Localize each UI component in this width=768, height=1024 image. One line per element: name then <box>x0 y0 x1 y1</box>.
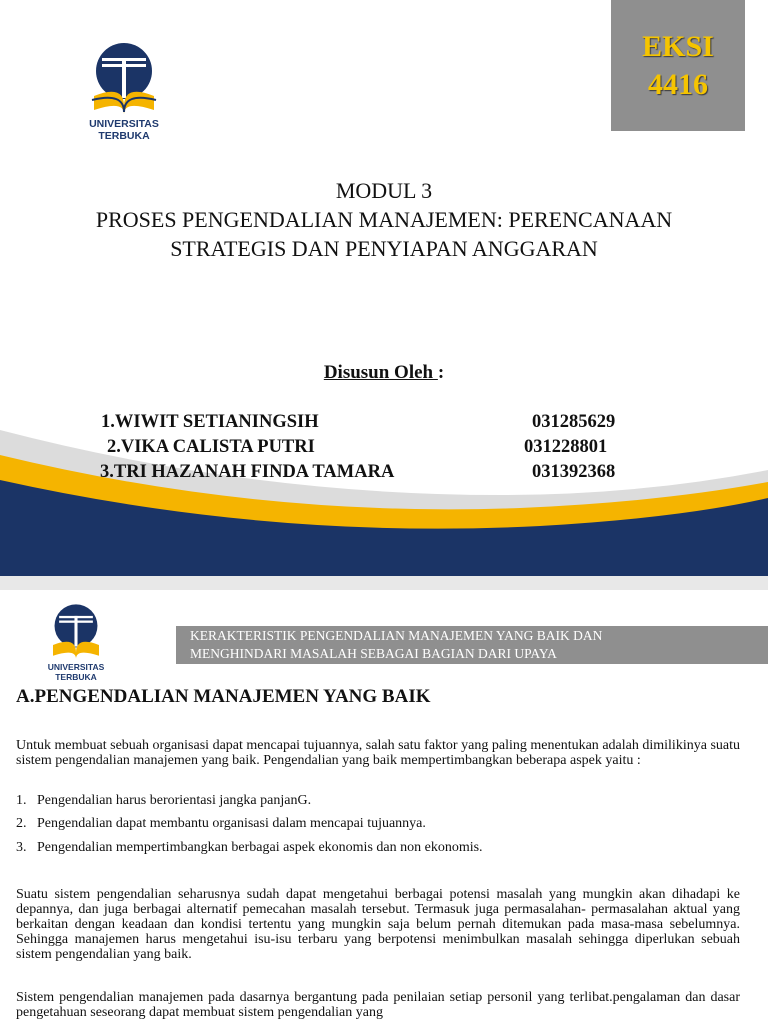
slide-separator <box>0 576 768 590</box>
content-slide <box>0 590 768 1024</box>
title-line2: STRATEGIS DAN PENYIAPAN ANGGARAN <box>170 236 598 261</box>
banner-line2: MENGHINDARI MASALAH SEBAGAI BAGIAN DARI UPAYA <box>190 646 557 661</box>
member-id-1: 031285629 <box>532 412 616 432</box>
course-code-line1: EKSI <box>642 30 714 63</box>
list-item-2: Pengendalian dapat membantu organisasi dalam mencapai tujuannya. <box>37 816 426 831</box>
university-emblem-icon <box>64 40 184 118</box>
section-heading: A.PENGENDALIAN MANAJEMEN YANG BAIK <box>16 686 431 707</box>
course-code-line2: 4416 <box>648 68 708 101</box>
course-code-box <box>611 0 745 131</box>
university-logo <box>64 40 184 142</box>
intro-paragraph: Untuk membuat sebuah organisasi dapat mencapai tujuannya, salah satu faktor yang paling menentukan adalah dimilikinya suatu sistem pengendalian manajemen yang baik. Pengendalian yang baik mempertimbangkan beberapa aspek yaitu : <box>16 738 740 768</box>
university-logo-text: UNIVERSITAS TERBUKA <box>89 118 159 142</box>
member-name-2: 2.VIKA CALISTA PUTRI <box>107 437 315 457</box>
section-banner <box>176 626 768 664</box>
banner-line1: KERAKTERISTIK PENGENDALIAN MANAJEMEN YANG BAIK DAN <box>190 628 603 643</box>
university-logo-small <box>30 602 122 682</box>
list-number-3: 3. <box>16 840 27 855</box>
title-line1: PROSES PENGENDALIAN MANAJEMEN: PERENCANAAN <box>95 207 673 232</box>
university-logo-small-text: UNIVERSITAS TERBUKA <box>47 662 105 682</box>
list-item-3: Pengendalian mempertimbangkan berbagai aspek ekonomis dan non ekonomis. <box>37 840 483 855</box>
university-emblem-small-icon <box>30 602 122 662</box>
member-id-2: 031228801 <box>524 437 608 457</box>
member-id-3: 031392368 <box>532 462 616 482</box>
list-number-1: 1. <box>16 793 27 808</box>
list-number-2: 2. <box>16 816 27 831</box>
authored-by-colon: : <box>437 362 445 383</box>
authored-by-label: Disusun Oleh <box>323 362 438 383</box>
paragraph-3: Sistem pengendalian manajemen pada dasarnya bergantung pada penilaian setiap personil yang terlibat.pengalaman dan dasar pengetahuan seseorang dapat membuat sistem pengendalian yang <box>16 990 740 1020</box>
authored-by <box>0 362 768 384</box>
member-name-3: 3.TRI HAZANAH FINDA TAMARA <box>100 462 395 482</box>
paragraph-2: Suatu sistem pengendalian seharusnya sudah dapat mengetahui berbagai potensi masalah yang mungkin akan dihadapi ke depannya, dan juga berbagai alternatif pemecahan masalah tersebut. Termasuk juga permasalahan- permasalahan aktual yang berkaitan dengan keadaan dan kondisi tertentu yang mungkin saja belum pernah ditemukan pada masa-masa sebelumnya. Sehingga manajemen harus mengetahui isu-isu terbaru yang berpotensi menimbulkan masalah sehingga diperlukan sebuah sistem pengendalian yang baik. <box>16 887 740 962</box>
list-item-1: Pengendalian harus berorientasi jangka panjanG. <box>37 793 312 808</box>
member-name-1: 1.WIWIT SETIANINGSIH <box>101 412 319 432</box>
module-label: MODUL 3 <box>335 178 433 203</box>
